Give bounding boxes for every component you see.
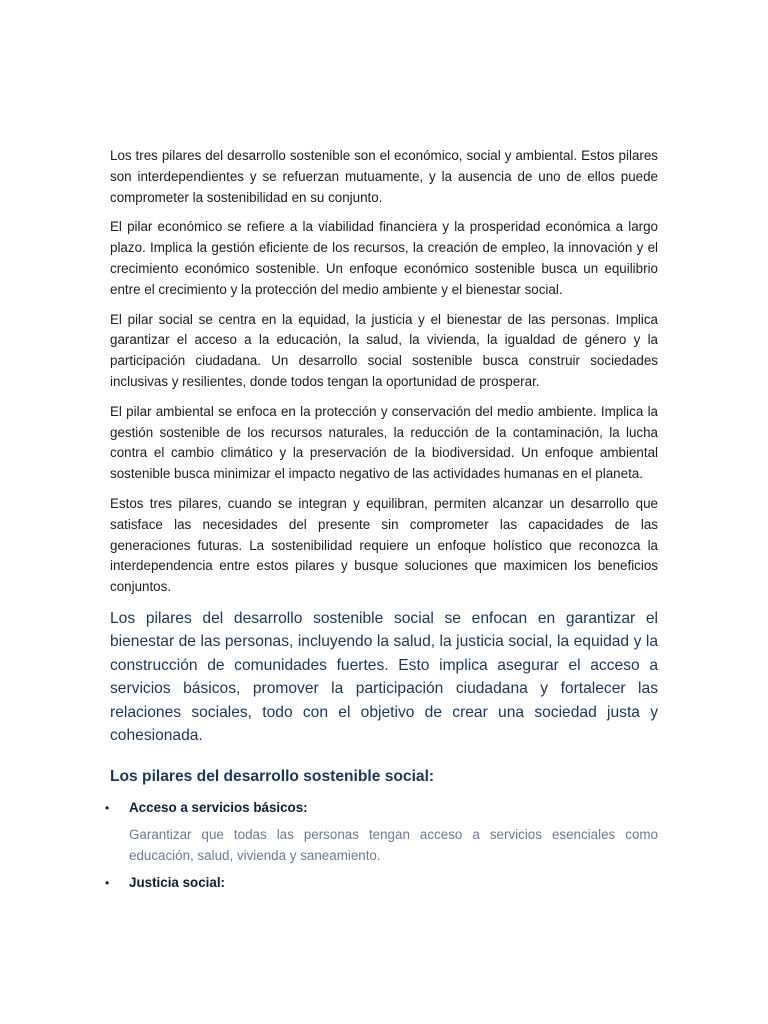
paragraph-intro: Los tres pilares del desarrollo sostenible son el económico, social y ambiental. Estos pilares son interdependientes y se refuerzan mutuamente, y la ausencia de uno de ellos puede comprometer la sostenibilidad en su conjunto. [110,148,658,205]
paragraph-economic-pillar: El pilar económico se refiere a la viabilidad financiera y la prosperidad económica a largo plazo. Implica la gestión eficiente de los recursos, la creación de empleo, la innovación y el crecimiento económico sostenible. Un enfoque económico sostenible busca un equilibrio entre el crecimiento y la protección del medio ambiente y el bienestar social. [110,219,658,297]
section-subheading: Los pilares del desarrollo sostenible social: [110,767,435,785]
lead-paragraph: Los pilares del desarrollo sostenible social se enfocan en garantizar el bienestar de las personas, incluyendo la salud, la justicia social, la equidad y la construcción de comunidades fuertes. Esto implica asegurar el acceso a servicios básicos, promover la participación ciudadana y fortalecer las relaciones sociales, todo con el objetivo de crear una sociedad justa y cohesionada. [110,609,658,745]
list-item [105,798,658,867]
pillar-title: Justicia social: [129,874,226,890]
paragraph-social-pillar: El pilar social se centra en la equidad, la justicia y el bienestar de las personas. Implica garantizar el acceso a la educación, la salud, la vivienda, la igualdad de género y la participación ciudadana. Un desarrollo social sostenible busca construir sociedades inclusivas y resilientes, donde todos tengan la oportunidad de prosperar. [110,311,658,389]
pillar-description: Garantizar que todas las personas tengan acceso a servicios esenciales como educación, salud, vivienda y saneamiento. [129,826,658,863]
document-page [105,146,658,900]
pillar-list [105,798,658,893]
list-item [105,873,658,893]
bullet-icon: • [105,800,110,815]
paragraph-conclusion: Estos tres pilares, cuando se integran y equilibran, permiten alcanzar un desarrollo que satisface las necesidades del presente sin comprometer las capacidades de las generaciones futuras. La sostenibilidad requiere un enfoque holístico que reconozca la interdependencia entre estos pilares y busque soluciones que maximicen los beneficios conjuntos. [110,495,658,595]
pillar-title: Acceso a servicios básicos: [129,799,308,815]
paragraph-environmental-pillar: El pilar ambiental se enfoca en la protección y conservación del medio ambiente. Implica la gestión sostenible de los recursos naturales, la reducción de la contaminación, la lucha contra el cambio climático y la preservación de la biodiversidad. Un enfoque ambiental sostenible busca minimizar el impacto negativo de las actividades humanas en el planeta. [110,403,658,482]
bullet-icon: • [105,875,110,890]
